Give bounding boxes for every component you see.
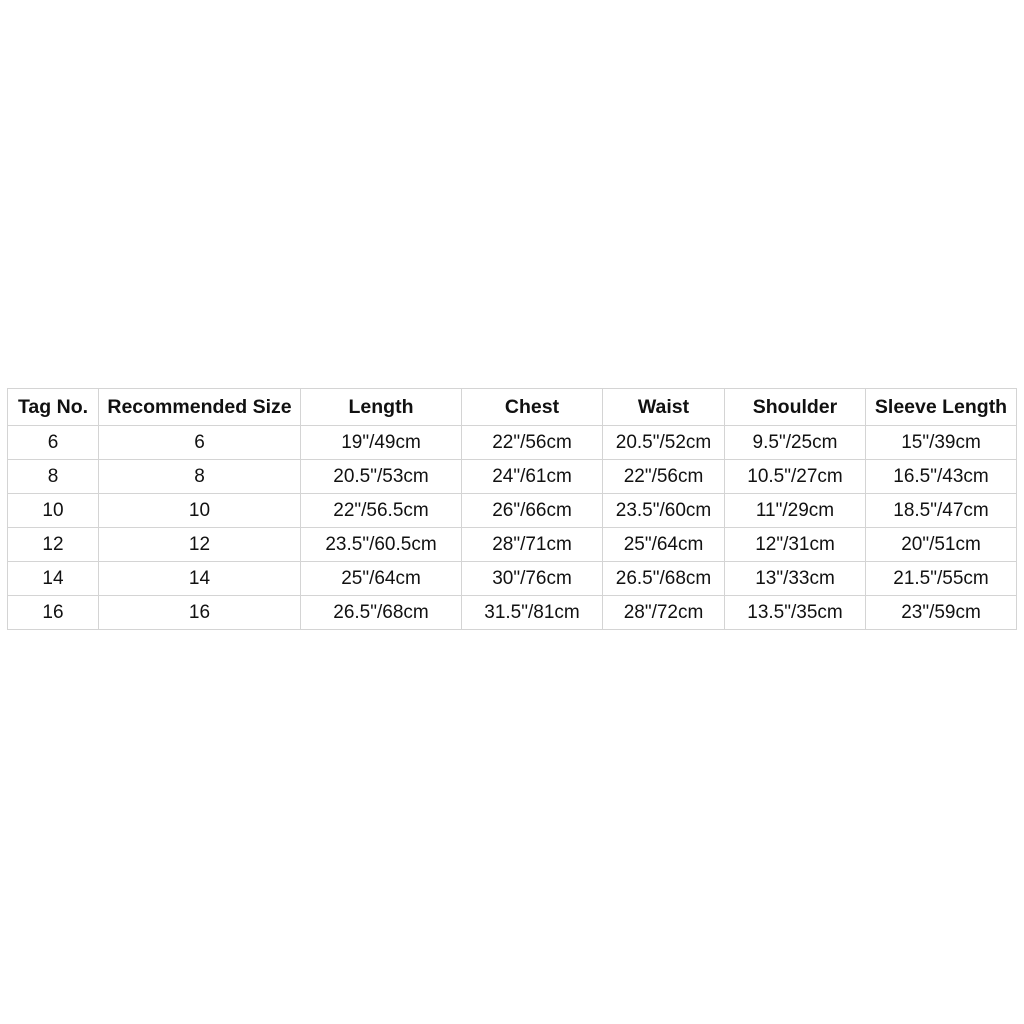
cell-recommended-size: 16 [99, 596, 301, 630]
cell-recommended-size: 6 [99, 426, 301, 460]
cell-chest: 30"/76cm [462, 562, 603, 596]
table-row [8, 494, 1017, 528]
cell-shoulder: 12"/31cm [725, 528, 866, 562]
cell-length: 23.5"/60.5cm [301, 528, 462, 562]
size-chart-table [7, 388, 1017, 630]
cell-sleeve-length: 23"/59cm [866, 596, 1017, 630]
cell-sleeve-length: 18.5"/47cm [866, 494, 1017, 528]
cell-tag-no: 6 [8, 426, 99, 460]
header-length: Length [301, 389, 462, 426]
cell-tag-no: 14 [8, 562, 99, 596]
cell-tag-no: 8 [8, 460, 99, 494]
cell-chest: 26"/66cm [462, 494, 603, 528]
table-row [8, 596, 1017, 630]
cell-sleeve-length: 15"/39cm [866, 426, 1017, 460]
cell-sleeve-length: 21.5"/55cm [866, 562, 1017, 596]
cell-tag-no: 16 [8, 596, 99, 630]
cell-sleeve-length: 20"/51cm [866, 528, 1017, 562]
cell-recommended-size: 12 [99, 528, 301, 562]
cell-shoulder: 13.5"/35cm [725, 596, 866, 630]
cell-tag-no: 10 [8, 494, 99, 528]
cell-waist: 22"/56cm [603, 460, 725, 494]
header-sleeve-length: Sleeve Length [866, 389, 1017, 426]
cell-length: 22"/56.5cm [301, 494, 462, 528]
header-recommended-size: Recommended Size [99, 389, 301, 426]
cell-waist: 25"/64cm [603, 528, 725, 562]
cell-shoulder: 13"/33cm [725, 562, 866, 596]
cell-chest: 24"/61cm [462, 460, 603, 494]
cell-length: 25"/64cm [301, 562, 462, 596]
cell-recommended-size: 14 [99, 562, 301, 596]
cell-tag-no: 12 [8, 528, 99, 562]
cell-waist: 26.5"/68cm [603, 562, 725, 596]
cell-chest: 31.5"/81cm [462, 596, 603, 630]
cell-shoulder: 9.5"/25cm [725, 426, 866, 460]
cell-recommended-size: 8 [99, 460, 301, 494]
cell-shoulder: 11"/29cm [725, 494, 866, 528]
table-row [8, 460, 1017, 494]
cell-waist: 23.5"/60cm [603, 494, 725, 528]
header-shoulder: Shoulder [725, 389, 866, 426]
cell-shoulder: 10.5"/27cm [725, 460, 866, 494]
cell-length: 19"/49cm [301, 426, 462, 460]
table-row [8, 562, 1017, 596]
table-row [8, 528, 1017, 562]
cell-waist: 28"/72cm [603, 596, 725, 630]
header-waist: Waist [603, 389, 725, 426]
cell-length: 26.5"/68cm [301, 596, 462, 630]
table-row [8, 426, 1017, 460]
cell-waist: 20.5"/52cm [603, 426, 725, 460]
header-tag-no: Tag No. [8, 389, 99, 426]
cell-sleeve-length: 16.5"/43cm [866, 460, 1017, 494]
cell-chest: 28"/71cm [462, 528, 603, 562]
header-chest: Chest [462, 389, 603, 426]
header-row [8, 389, 1017, 426]
cell-length: 20.5"/53cm [301, 460, 462, 494]
cell-recommended-size: 10 [99, 494, 301, 528]
cell-chest: 22"/56cm [462, 426, 603, 460]
